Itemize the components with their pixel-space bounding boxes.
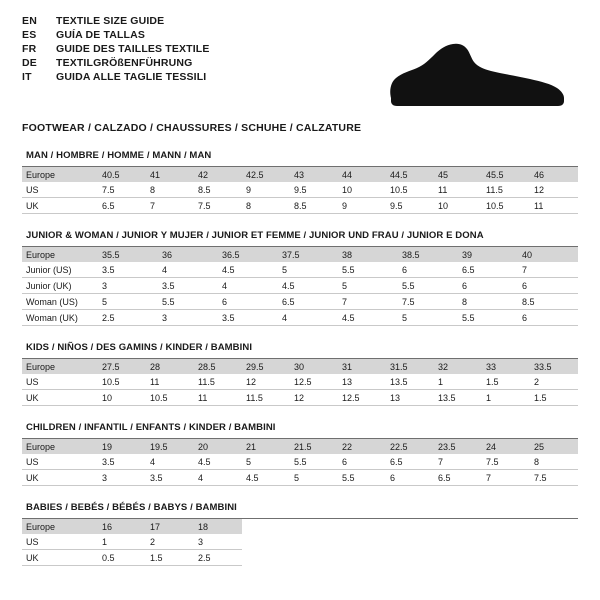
size-cell: 3: [98, 278, 158, 294]
size-cell: 1: [98, 534, 146, 550]
size-cell: 11: [146, 374, 194, 390]
table-row: [22, 294, 578, 310]
size-cell: [482, 550, 530, 566]
language-title: TEXTILGRÖßENFÜHRUNG: [56, 57, 193, 69]
size-cell: 10: [338, 182, 386, 198]
size-cell: 5.5: [338, 262, 398, 278]
language-code: FR: [22, 43, 37, 55]
size-cell: 18: [194, 519, 242, 534]
size-cell: 1.5: [530, 390, 578, 406]
size-cell: 12: [290, 390, 338, 406]
size-cell: 8.5: [518, 294, 578, 310]
size-cell: [482, 519, 530, 534]
row-label: Europe: [22, 519, 98, 534]
size-cell: 5: [278, 262, 338, 278]
size-cell: 12.5: [290, 374, 338, 390]
size-table: [22, 167, 578, 214]
size-block-title: CHILDREN / INFANTIL / ENFANTS / KINDER / BAMBINI: [22, 422, 578, 439]
size-cell: [434, 534, 482, 550]
size-cell: 10: [434, 198, 482, 214]
size-cell: 46: [530, 167, 578, 182]
size-cell: [482, 534, 530, 550]
row-label: Junior (UK): [22, 278, 98, 294]
language-title: TEXTILE SIZE GUIDE: [56, 15, 165, 27]
size-cell: 45.5: [482, 167, 530, 182]
size-cell: [242, 519, 290, 534]
table-row: [22, 374, 578, 390]
size-cell: 31: [338, 359, 386, 374]
size-cell: 17: [146, 519, 194, 534]
size-cell: 2: [530, 374, 578, 390]
size-cell: 9: [242, 182, 290, 198]
size-cell: [386, 534, 434, 550]
size-cell: 10.5: [386, 182, 434, 198]
size-cell: 5: [398, 310, 458, 326]
size-cell: 12.5: [338, 390, 386, 406]
size-cell: 10.5: [482, 198, 530, 214]
size-cell: 28.5: [194, 359, 242, 374]
language-row: [22, 44, 209, 58]
row-label: Europe: [22, 359, 98, 374]
size-cell: 43: [290, 167, 338, 182]
size-cell: 6: [518, 310, 578, 326]
size-cell: 7: [482, 470, 530, 486]
size-cell: 29.5: [242, 359, 290, 374]
size-cell: 11: [194, 390, 242, 406]
size-cell: 21.5: [290, 439, 338, 454]
size-cell: 6: [338, 454, 386, 470]
row-label: UK: [22, 470, 98, 486]
size-cell: [530, 550, 578, 566]
language-code: EN: [22, 15, 37, 27]
size-cell: 6: [398, 262, 458, 278]
size-cell: 8: [458, 294, 518, 310]
size-cell: [530, 519, 578, 534]
table-row: [22, 167, 578, 182]
size-cell: 4.5: [218, 262, 278, 278]
size-cell: 4.5: [194, 454, 242, 470]
size-cell: 10: [98, 390, 146, 406]
size-cell: 44.5: [386, 167, 434, 182]
row-label: Woman (UK): [22, 310, 98, 326]
document-header: [22, 16, 578, 108]
size-cell: 8: [530, 454, 578, 470]
size-block: [22, 230, 578, 326]
size-cell: 6: [518, 278, 578, 294]
size-cell: [434, 519, 482, 534]
language-row: [22, 72, 209, 86]
size-cell: 7: [518, 262, 578, 278]
size-cell: 7: [146, 198, 194, 214]
language-code: DE: [22, 57, 37, 69]
size-cell: 6.5: [278, 294, 338, 310]
table-row: [22, 359, 578, 374]
row-label: Europe: [22, 439, 98, 454]
size-cell: 6.5: [458, 262, 518, 278]
size-cell: 1.5: [146, 550, 194, 566]
size-cell: 23.5: [434, 439, 482, 454]
size-cell: 6.5: [386, 454, 434, 470]
row-label: Junior (US): [22, 262, 98, 278]
language-title: GUIDA ALLE TAGLIE TESSILI: [56, 71, 207, 83]
table-row: [22, 278, 578, 294]
language-title: GUÍA DE TALLAS: [56, 29, 146, 41]
table-row: [22, 262, 578, 278]
size-cell: 3.5: [158, 278, 218, 294]
row-label: UK: [22, 198, 98, 214]
table-row: [22, 198, 578, 214]
size-cell: 33.5: [530, 359, 578, 374]
size-cell: 12: [242, 374, 290, 390]
dress-shoe-icon: [383, 38, 568, 110]
size-cell: 4: [194, 470, 242, 486]
size-cell: 7.5: [530, 470, 578, 486]
size-cell: 22: [338, 439, 386, 454]
size-cell: 38: [338, 247, 398, 262]
size-cell: 7: [338, 294, 398, 310]
size-cell: [242, 534, 290, 550]
row-label: Europe: [22, 247, 98, 262]
row-label: Europe: [22, 167, 98, 182]
size-cell: 4.5: [278, 278, 338, 294]
row-label: US: [22, 454, 98, 470]
size-cell: 6: [458, 278, 518, 294]
size-cell: 8.5: [194, 182, 242, 198]
size-cell: 4.5: [338, 310, 398, 326]
size-cell: 28: [146, 359, 194, 374]
size-block-title: MAN / HOMBRE / HOMME / MANN / MAN: [22, 150, 578, 167]
size-cell: [338, 550, 386, 566]
size-cell: 36.5: [218, 247, 278, 262]
table-row: [22, 439, 578, 454]
size-cell: 5.5: [158, 294, 218, 310]
size-cell: 6: [218, 294, 278, 310]
size-cell: 13.5: [386, 374, 434, 390]
size-cell: 4: [218, 278, 278, 294]
size-cell: 6.5: [434, 470, 482, 486]
size-block-title: JUNIOR & WOMAN / JUNIOR Y MUJER / JUNIOR ET FEMME / JUNIOR UND FRAU / JUNIOR E DONA: [22, 230, 578, 247]
table-row: [22, 390, 578, 406]
size-cell: 13: [338, 374, 386, 390]
size-cell: 3.5: [98, 454, 146, 470]
size-cell: 7.5: [98, 182, 146, 198]
size-cell: [530, 534, 578, 550]
size-cell: 20: [194, 439, 242, 454]
table-row: [22, 310, 578, 326]
size-cell: 5.5: [290, 454, 338, 470]
size-cell: 33: [482, 359, 530, 374]
size-cell: 25: [530, 439, 578, 454]
size-cell: 5: [338, 278, 398, 294]
size-cell: 11.5: [194, 374, 242, 390]
row-label: UK: [22, 390, 98, 406]
size-cell: 8: [242, 198, 290, 214]
size-cell: 16: [98, 519, 146, 534]
size-cell: 8.5: [290, 198, 338, 214]
size-cell: 4: [158, 262, 218, 278]
size-cell: 8: [146, 182, 194, 198]
language-row: [22, 30, 209, 44]
size-cell: 7.5: [398, 294, 458, 310]
size-cell: 4.5: [242, 470, 290, 486]
size-cell: 41: [146, 167, 194, 182]
language-title: GUIDE DES TAILLES TEXTILE: [56, 43, 210, 55]
size-cell: 5: [98, 294, 158, 310]
size-cell: 44: [338, 167, 386, 182]
size-cell: 2.5: [194, 550, 242, 566]
size-cell: 13.5: [434, 390, 482, 406]
size-cell: 35.5: [98, 247, 158, 262]
size-cell: [386, 550, 434, 566]
size-cell: [338, 534, 386, 550]
size-cell: 5.5: [338, 470, 386, 486]
size-cell: 4: [278, 310, 338, 326]
size-cell: 36: [158, 247, 218, 262]
size-block: [22, 422, 578, 486]
size-cell: [290, 534, 338, 550]
table-row: [22, 470, 578, 486]
size-cell: 40.5: [98, 167, 146, 182]
size-cell: 9.5: [290, 182, 338, 198]
table-row: [22, 519, 578, 534]
size-cell: 10.5: [146, 390, 194, 406]
size-cell: 27.5: [98, 359, 146, 374]
size-cell: 3: [158, 310, 218, 326]
size-cell: 22.5: [386, 439, 434, 454]
size-cell: 4: [146, 454, 194, 470]
size-cell: 3.5: [218, 310, 278, 326]
size-cell: 39: [458, 247, 518, 262]
size-cell: 45: [434, 167, 482, 182]
size-block: [22, 342, 578, 406]
size-cell: 40: [518, 247, 578, 262]
row-label: US: [22, 534, 98, 550]
language-title-list: [22, 16, 209, 86]
size-cell: [242, 550, 290, 566]
size-cell: 38.5: [398, 247, 458, 262]
table-row: [22, 182, 578, 198]
size-cell: 12: [530, 182, 578, 198]
size-cell: 6: [386, 470, 434, 486]
size-cell: 9.5: [386, 198, 434, 214]
size-cell: 2: [146, 534, 194, 550]
row-label: UK: [22, 550, 98, 566]
size-cell: 13: [386, 390, 434, 406]
table-row: [22, 534, 578, 550]
size-cell: 3: [98, 470, 146, 486]
size-cell: 1: [482, 390, 530, 406]
language-code: IT: [22, 71, 32, 83]
size-cell: 19.5: [146, 439, 194, 454]
size-cell: 5.5: [458, 310, 518, 326]
row-label: US: [22, 374, 98, 390]
size-cell: 21: [242, 439, 290, 454]
table-row: [22, 247, 578, 262]
size-blocks-container: [22, 150, 578, 566]
size-cell: 1: [434, 374, 482, 390]
size-cell: 10.5: [98, 374, 146, 390]
size-cell: 0.5: [98, 550, 146, 566]
size-cell: 24: [482, 439, 530, 454]
size-table: [22, 439, 578, 486]
size-cell: 7.5: [194, 198, 242, 214]
size-cell: 5: [242, 454, 290, 470]
size-cell: 7.5: [482, 454, 530, 470]
language-code: ES: [22, 29, 37, 41]
table-row: [22, 550, 578, 566]
size-cell: 19: [98, 439, 146, 454]
size-table: [22, 519, 578, 566]
row-label: Woman (US): [22, 294, 98, 310]
language-row: [22, 16, 209, 30]
size-cell: 37.5: [278, 247, 338, 262]
size-block: [22, 150, 578, 214]
size-cell: 42.5: [242, 167, 290, 182]
size-cell: 9: [338, 198, 386, 214]
size-cell: [338, 519, 386, 534]
size-cell: 2.5: [98, 310, 158, 326]
size-block-title: KIDS / NIÑOS / DES GAMINS / KINDER / BAMBINI: [22, 342, 578, 359]
size-cell: 11: [434, 182, 482, 198]
row-label: US: [22, 182, 98, 198]
size-cell: 32: [434, 359, 482, 374]
size-cell: [290, 519, 338, 534]
size-cell: 11.5: [482, 182, 530, 198]
size-table: [22, 359, 578, 406]
size-cell: 30: [290, 359, 338, 374]
size-cell: 6.5: [98, 198, 146, 214]
size-cell: 3: [194, 534, 242, 550]
size-cell: [386, 519, 434, 534]
size-cell: 31.5: [386, 359, 434, 374]
size-cell: [290, 550, 338, 566]
size-cell: 7: [434, 454, 482, 470]
language-row: [22, 58, 209, 72]
size-cell: 5.5: [398, 278, 458, 294]
size-cell: 42: [194, 167, 242, 182]
size-cell: 1.5: [482, 374, 530, 390]
size-table: [22, 247, 578, 326]
size-cell: [434, 550, 482, 566]
size-block-title: BABIES / BEBÉS / BÉBÉS / BABYS / BAMBINI: [22, 502, 578, 519]
size-cell: 3.5: [98, 262, 158, 278]
size-cell: 11.5: [242, 390, 290, 406]
size-cell: 3.5: [146, 470, 194, 486]
size-block: [22, 502, 578, 566]
footwear-section-title: FOOTWEAR / CALZADO / CHAUSSURES / SCHUHE / CALZATURE: [22, 122, 362, 134]
size-cell: 5: [290, 470, 338, 486]
table-row: [22, 454, 578, 470]
size-cell: 11: [530, 198, 578, 214]
